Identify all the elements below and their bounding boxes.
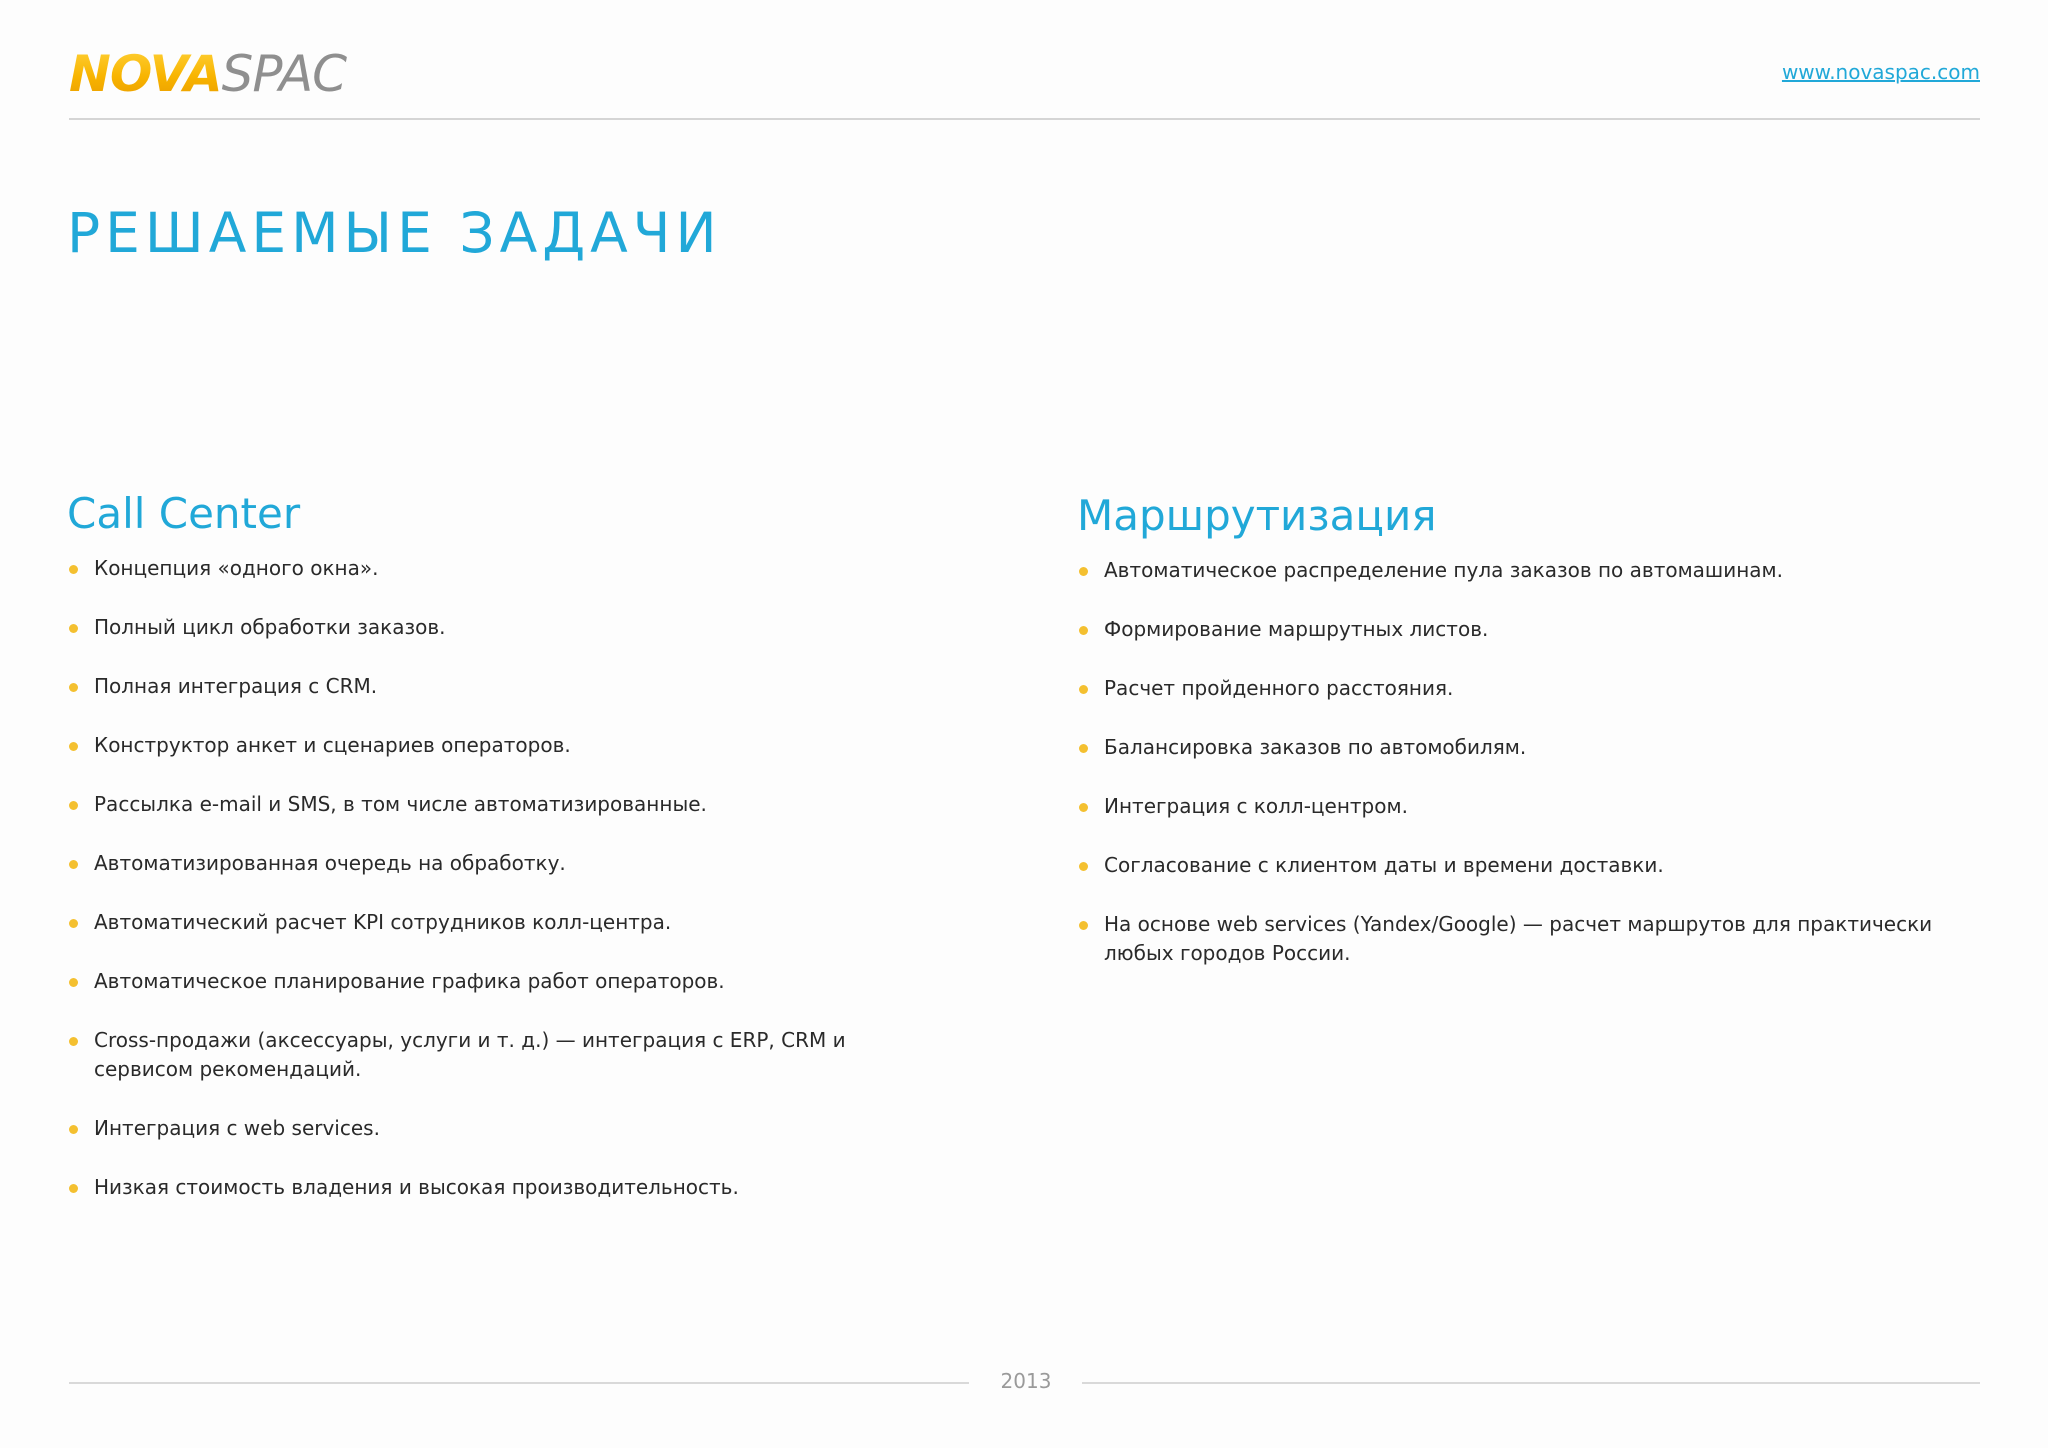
- call-center-column: [67, 488, 927, 1232]
- list-item: [1077, 556, 1987, 585]
- bullet-icon: [1079, 803, 1088, 812]
- list-item: [1077, 615, 1987, 644]
- bullet-icon: [1079, 862, 1088, 871]
- list-item: [67, 613, 927, 642]
- list-item-text: Согласование с клиентом даты и времени доставки.: [1104, 853, 1664, 877]
- bullet-icon: [1079, 685, 1088, 694]
- list-item: [1077, 733, 1987, 762]
- bullet-icon: [69, 978, 78, 987]
- list-item: [67, 672, 927, 701]
- routing-list: [1077, 556, 1987, 968]
- list-item-text: Формирование маршрутных листов.: [1104, 617, 1489, 641]
- bullet-icon: [69, 1037, 78, 1046]
- header-divider: [69, 118, 1980, 120]
- list-item-text: Полный цикл обработки заказов.: [94, 615, 446, 639]
- list-item: [67, 967, 927, 996]
- list-item-text: Конструктор анкет и сценариев операторов.: [94, 733, 571, 757]
- list-item-text: Балансировка заказов по автомобилям.: [1104, 735, 1527, 759]
- list-item: [67, 1173, 927, 1202]
- bullet-icon: [69, 1184, 78, 1193]
- bullet-icon: [69, 919, 78, 928]
- routing-heading: Маршрутизация: [1077, 491, 1437, 540]
- list-item: [1077, 851, 1987, 880]
- novaspac-logo: [69, 44, 346, 104]
- bullet-icon: [1079, 567, 1088, 576]
- list-item-text: Рассылка e-mail и SMS, в том числе автоматизированные.: [94, 792, 707, 816]
- list-item-text: Автоматический расчет KPI сотрудников колл-центра.: [94, 910, 672, 934]
- logo-spac-text: SPAC: [221, 45, 347, 103]
- list-item: [67, 1026, 927, 1084]
- bullet-icon: [69, 683, 78, 692]
- bullet-icon: [69, 624, 78, 633]
- list-item-text: Расчет пройденного расстояния.: [1104, 676, 1454, 700]
- list-item: [1077, 674, 1987, 703]
- bullet-icon: [69, 801, 78, 810]
- list-item-text: Автоматическое планирование графика работ операторов.: [94, 969, 725, 993]
- bullet-icon: [69, 1125, 78, 1134]
- list-item-text: Cross-продажи (аксессуары, услуги и т. д.) — интеграция с ERP, CRM и сервисом рекомендаций.: [94, 1028, 846, 1081]
- routing-column: [1077, 490, 1987, 998]
- list-item-text: Автоматическое распределение пула заказов по автомашинам.: [1104, 558, 1783, 582]
- list-item: [67, 731, 927, 760]
- bullet-icon: [1079, 626, 1088, 635]
- page-title: РЕШАЕМЫЕ ЗАДАЧИ: [67, 200, 722, 265]
- list-item: [67, 790, 927, 819]
- bullet-icon: [69, 565, 78, 574]
- footer-divider-right: [1082, 1382, 1980, 1384]
- footer-year: 2013: [1000, 1369, 1052, 1393]
- list-item-text: Низкая стоимость владения и высокая производительность.: [94, 1175, 739, 1199]
- list-item-text: Автоматизированная очередь на обработку.: [94, 851, 566, 875]
- list-item: [67, 554, 927, 583]
- list-item: [1077, 910, 1987, 968]
- list-item: [67, 908, 927, 937]
- bullet-icon: [69, 860, 78, 869]
- footer-divider-left: [69, 1382, 969, 1384]
- call-center-heading: Call Center: [67, 489, 301, 538]
- website-link[interactable]: www.novaspac.com: [1781, 60, 1980, 84]
- list-item-text: На основе web services (Yandex/Google) — расчет маршрутов для практически любых городов России.: [1104, 912, 1933, 965]
- list-item-text: Интеграция с колл-центром.: [1104, 794, 1408, 818]
- call-center-list: [67, 554, 927, 1202]
- logo-nova-text: NOVA: [69, 45, 222, 103]
- list-item-text: Концепция «одного окна».: [94, 556, 379, 580]
- list-item: [67, 849, 927, 878]
- bullet-icon: [1079, 921, 1088, 930]
- list-item: [67, 1114, 927, 1143]
- list-item-text: Полная интеграция с CRM.: [94, 674, 378, 698]
- bullet-icon: [69, 742, 78, 751]
- list-item-text: Интеграция с web services.: [94, 1116, 380, 1140]
- bullet-icon: [1079, 744, 1088, 753]
- list-item: [1077, 792, 1987, 821]
